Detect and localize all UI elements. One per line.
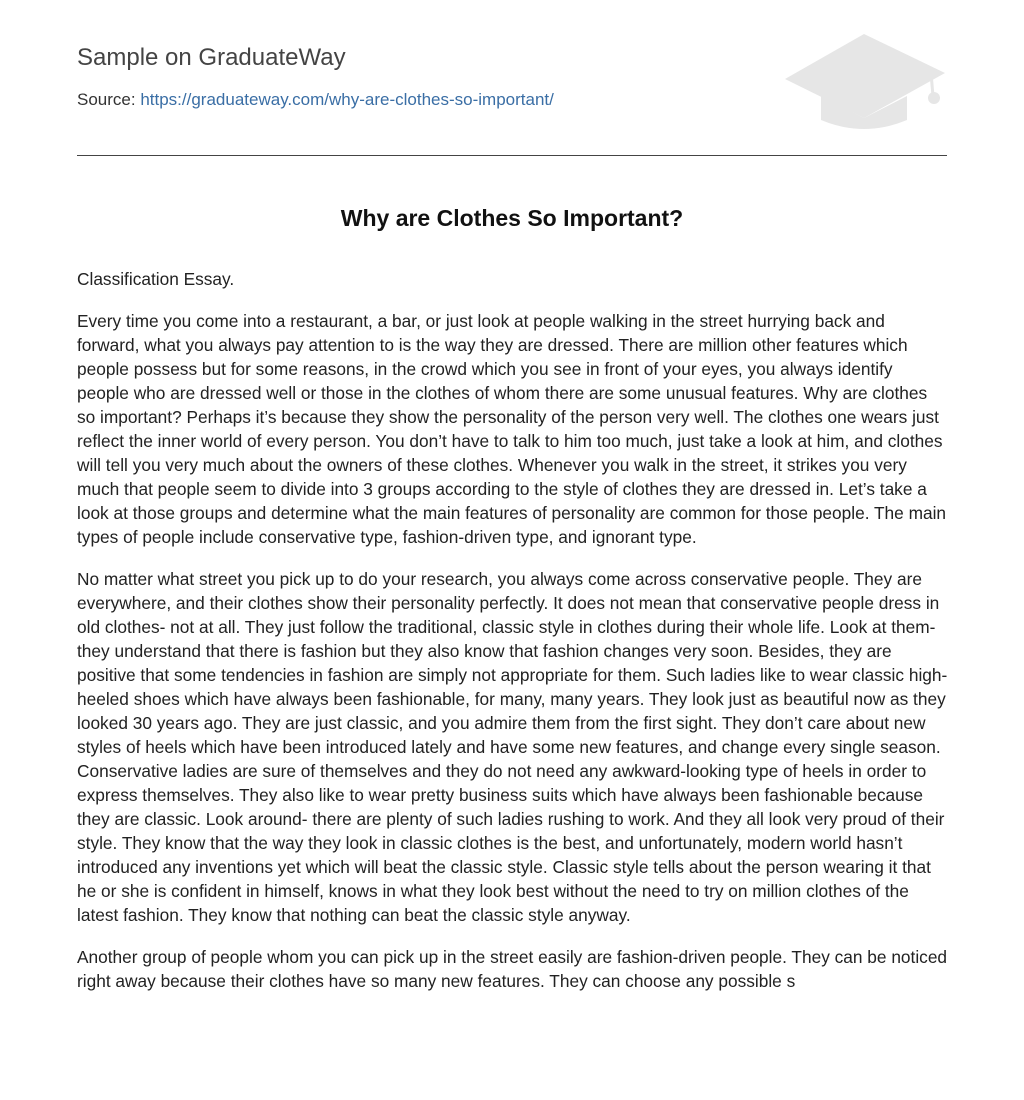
graduation-cap-icon (781, 30, 947, 132)
paragraph: Every time you come into a restaurant, a bar, or just look at people walking in the street hurrying back and forward, what you always pay attention to is the way they are dressed. There are million other features which people possess but for some reasons, in the crowd which you see in front of your eyes, you always identify people who are dressed well or those in the clothes of whom there are some unusual features. Why are clothes so important? Perhaps it’s because they show the personality of the person very well. The clothes one wears just reflect the inner world of every person. You don’t have to talk to him too much, just take a look at him, and clothes will tell you very much about the owners of these clothes. Whenever you walk in the street, it strikes you very much that people seem to divide into 3 groups according to the style of clothes they are dressed in. Let’s take a look at those groups and determine what the main features of personality are common for those people. The main types of people include conservative type, fashion-driven type, and ignorant type. (77, 311, 947, 547)
brand-title: Sample on GraduateWay (77, 44, 346, 71)
article-body (77, 267, 949, 1041)
paragraph: No matter what street you pick up to do your research, you always come across conservative people. They are everywhere, and their clothes show their personality perfectly. It does not mean that conservative people dress in old clothes- not at all. They just follow the traditional, classic style in clothes during their whole life. Look at them- they understand that there is fashion but they also know that fashion changes very soon. Besides, they are positive that some tendencies in fashion are simply not appropriate for them. Such ladies like to wear classic high-heeled shoes which have always been fashionable, for many, many years. They look just as beautiful now as they looked 30 years ago. They are just classic, and you admire them from the first sight. They don’t care about new styles of heels which have been introduced lately and have some new features, and change every single season. Conservative ladies are sure of themselves and they do not need any awkward-looking type of heels in order to express themselves. They also like to wear pretty business suits which have always been fashionable because they are classic. Look around- there are plenty of such ladies rushing to work. And they all look very proud of their style. They know that the way they look in classic clothes is the best, and unfortunately, modern world hasn’t introduced any inventions yet which will beat the classic style. Classic style tells about the person wearing it that he or she is confident in himself, knows in what they look best without the need to try on million clothes of the latest fashion. They know that nothing can beat the classic style anyway. (77, 569, 948, 925)
essay-type: Classification Essay. (77, 269, 235, 289)
page-title: Why are Clothes So Important? (340, 205, 684, 231)
header-divider (77, 155, 947, 156)
source-link[interactable]: https://graduateway.com/why-are-clothes-so-important/ (140, 90, 554, 109)
page-header (77, 0, 947, 156)
paragraph: Another group of people whom you can pick up in the street easily are fashion-driven people. They can be noticed right away because their clothes have so many new features. They can choose any possible s (77, 947, 948, 991)
source-label: Source: (77, 90, 136, 109)
source-line (77, 90, 554, 110)
